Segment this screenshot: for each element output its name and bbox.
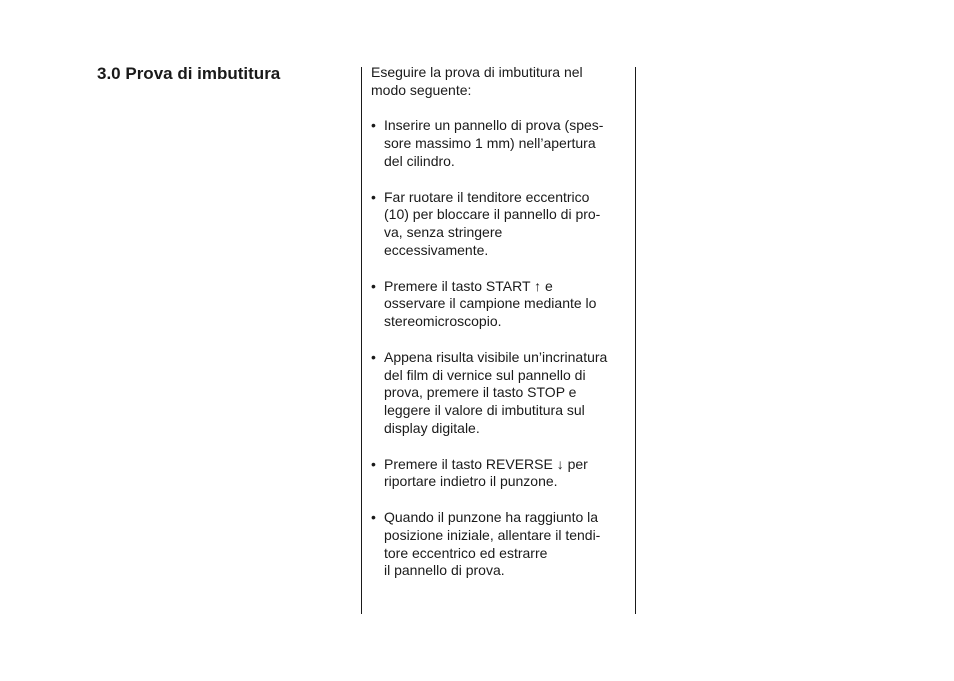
intro-paragraph [371,64,629,100]
text-line: • Premere il tasto REVERSE ↓ per [384,455,588,472]
text-line: (10) per bloccare il pannello di pro- [384,206,601,223]
text-line: Eseguire la prova di imbutitura nel [371,64,583,80]
text-line: • Far ruotare il tenditore eccentrico [384,188,590,205]
column-divider-right [635,67,636,614]
text-line: display digitale. [384,419,480,436]
instructions-column [371,64,629,580]
text-line: il pannello di prova. [384,562,505,579]
list-item [371,456,629,492]
text-line: • Inserire un pannello di prova (spes- [384,117,604,134]
text-line: • Premere il tasto START ↑ e [384,277,553,294]
text-line: del film di vernice sul pannello di [384,366,586,383]
list-item [371,349,629,438]
text-line: tore eccentrico ed estrarre [384,544,548,561]
section-title: 3.0 Prova di imbutitura [97,64,281,83]
text-line: va, senza stringere [384,224,503,241]
instruction-list [371,117,629,580]
list-item [371,189,629,260]
text-line: riportare indietro il punzone. [384,473,558,490]
text-line: prova, premere il tasto STOP e [384,384,577,401]
text-line: leggere il valore di imbutitura sul [384,402,585,419]
column-divider-left [361,67,362,614]
text-line: • Quando il punzone ha raggiunto la [384,508,599,525]
list-item [371,117,629,170]
text-line: sore massimo 1 mm) nell’apertura [384,135,596,152]
text-line: del cilindro. [384,152,455,169]
list-item [371,509,629,580]
text-line: stereomicroscopio. [384,313,502,330]
text-line: eccessivamente. [384,241,489,258]
list-item [371,278,629,331]
text-line: posizione iniziale, allentare il tendi- [384,526,601,543]
text-line: osservare il campione mediante lo [384,295,597,312]
text-line: modo seguente: [371,81,472,98]
text-line: • Appena risulta visibile un’incrinatura [384,348,608,365]
